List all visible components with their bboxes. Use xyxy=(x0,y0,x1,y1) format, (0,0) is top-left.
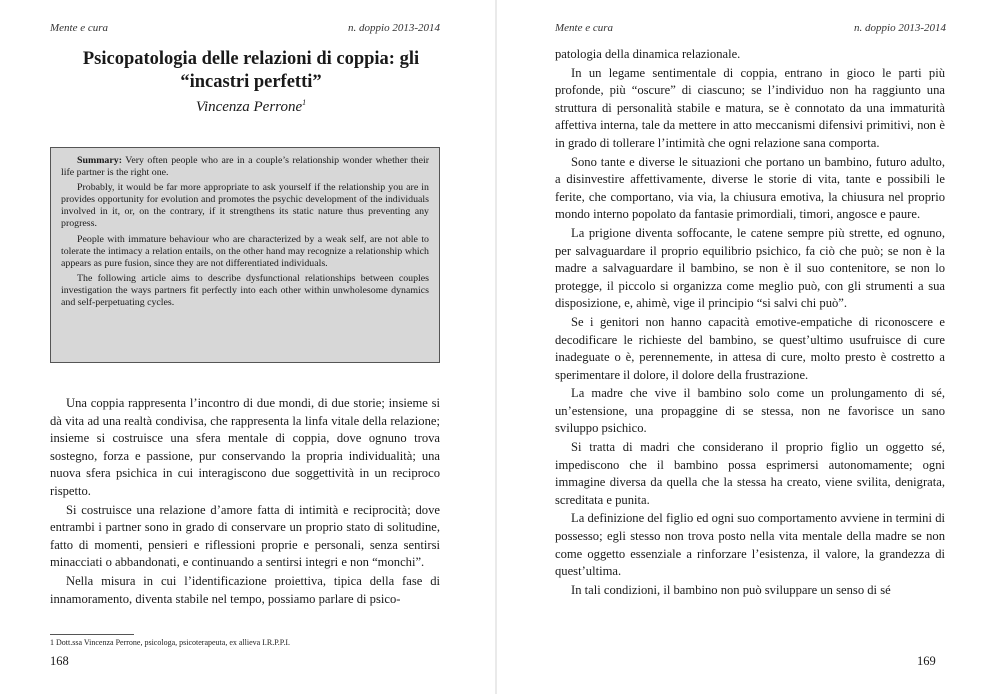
body-paragraph: La madre che vive il bambino solo come un prolungamento di sé, un’estensione, una propaggine di se stessa, non ne favorisce un sano sviluppo psichico. xyxy=(555,386,945,436)
summary-first-text: Very often people who are in a couple’s relationship wonder whether their life partner is the right one. xyxy=(61,155,429,179)
footnote-rule xyxy=(50,634,134,635)
page-number-right: 169 xyxy=(917,654,936,668)
body-paragraph: Sono tante e diverse le situazioni che portano un bambino, futuro adulto, a disinvestire affettivamente, diverse le storie di vita, tante e possibili le ferite, che comportano, via via, la chiusura emotiva, la chiusura nel proprio mondo interno popolato da fantasie primordiali, timori, angosce e paure. xyxy=(555,154,945,222)
body-paragraph-continued: patologia della dinamica relazionale. xyxy=(555,47,741,61)
body-paragraph: Si costruisce una relazione d’amore fatta di intimità e reciprocità; dove entrambi i partner sono in grado di conservare un proprio stato di solitudine, fatto di momenti, pensieri e riflessioni proprie e personali, senza sentirsi minacciati o abbandonati, e continuando a sentirsi integri e non “monchi”. xyxy=(50,502,440,570)
author-name: Vincenza Perrone xyxy=(195,99,303,115)
author-footnote-mark: 1 xyxy=(302,98,307,107)
body-paragraph: Nella misura in cui l’identificazione proiettiva, tipica della fase di innamoramento, diventa stabile nel tempo, possiamo parlare di psico- xyxy=(50,573,440,606)
right-body-text xyxy=(555,46,945,600)
summary-paragraph: People with immature behaviour who are characterized by a weak self, are not able to tolerate the intimacy a relation entails, on the other hand may recognize a relationship which appears as pure fusion, since they are not differentiated individuals. xyxy=(61,233,429,269)
summary-paragraph xyxy=(61,155,429,179)
summary-label: Summary: xyxy=(77,155,122,166)
summary-paragraph: The following article aims to describe dysfunctional relationships between couples investigation the ways partners fit perfectly into each other within unwholesome dynamics and self-perpetuating cycles. xyxy=(61,272,429,309)
page-number-left: 168 xyxy=(50,654,69,668)
summary-paragraph: Probably, it would be far more appropriate to ask yourself if the relationship you are in provides opportunity for evolution and promotes the psychic development of the individuals involved in it, or, on the contrary, if it strengthens its static nature thus preventing any progress. xyxy=(61,182,429,230)
body-paragraph: In tali condizioni, il bambino non può sviluppare un senso di sé xyxy=(571,582,891,597)
footnote: 1 Dott.ssa Vincenza Perrone, psicologa, psicoterapeuta, ex allieva I.R.P.P.I. xyxy=(50,638,290,647)
left-body-text xyxy=(50,395,440,609)
body-paragraph: Si tratta di madri che considerano il proprio figlio un oggetto sé, impediscono che il bambino possa esprimersi autonomamente; ogni immagine diversa da quella che la stessa ha creato, viene svilita, denigrata, screditata e punita. xyxy=(555,440,945,507)
body-paragraph: La definizione del figlio ed ogni suo comportamento avviene in termini di possesso; egli stesso non trova posto nella vita mentale della madre se non come oggetto essenziale a rinforzare l’esistenza, il valore, la grandezza di quest’ultima. xyxy=(555,511,945,579)
summary-box xyxy=(50,147,440,363)
body-paragraph: In un legame sentimentale di coppia, entrano in gioco le parti più profonde, più “oscure” di ciascuno; se l’individuo non ha raggiunto una struttura di personalità stabile e matura, se è connotato da una immaturità affettiva interna, tale da mettere in atto meccanismi difensivi primitivi, non è in grado di tollerare l’intimità che ogni relazione sana comporta. xyxy=(555,65,945,150)
body-paragraph: Una coppia rappresenta l’incontro di due mondi, di due storie; insieme si dà vita ad una realtà condivisa, che rappresenta la linfa vitale della relazione; insieme si costruisce una sfera mentale di coppia, dove ognuno trova sostegno, forza e passione, pur conservando la propria individualità; una nuova sfera psichica in cui interagiscono due soggettività in un reciproco rispetto. xyxy=(50,396,440,498)
running-head-issue: n. doppio 2013-2014 xyxy=(854,22,946,34)
body-paragraph: Se i genitori non hanno capacità emotive-empatiche di riconoscere e decodificare le richieste del bambino, se quest’ultimo usufruisce di cure inadeguate o è, perennemente, in attesa di cure, molto presto è costretto a sperimentare il dolore, il dolore della frustrazione. xyxy=(555,314,945,382)
article-author xyxy=(62,98,440,116)
article-title: Psicopatologia delle relazioni di coppia: gli “incastri perfetti” xyxy=(82,49,420,92)
running-head-issue: n. doppio 2013-2014 xyxy=(348,22,440,34)
body-paragraph: La prigione diventa soffocante, le catene sempre più strette, ed ognuno, per salvaguardare il proprio equilibrio psichico, fa ciò che può; se non è la madre a salvaguardare il bambino, se non è il suo contenitore, se non lo protegge, il piccolo si organizza come meglio può, con gli strumenti a sua disposizione, e, ahimè, vige il principio “si salvi chi può”. xyxy=(555,225,945,311)
running-head-journal: Mente e cura xyxy=(555,22,614,34)
running-head-journal: Mente e cura xyxy=(50,22,109,34)
